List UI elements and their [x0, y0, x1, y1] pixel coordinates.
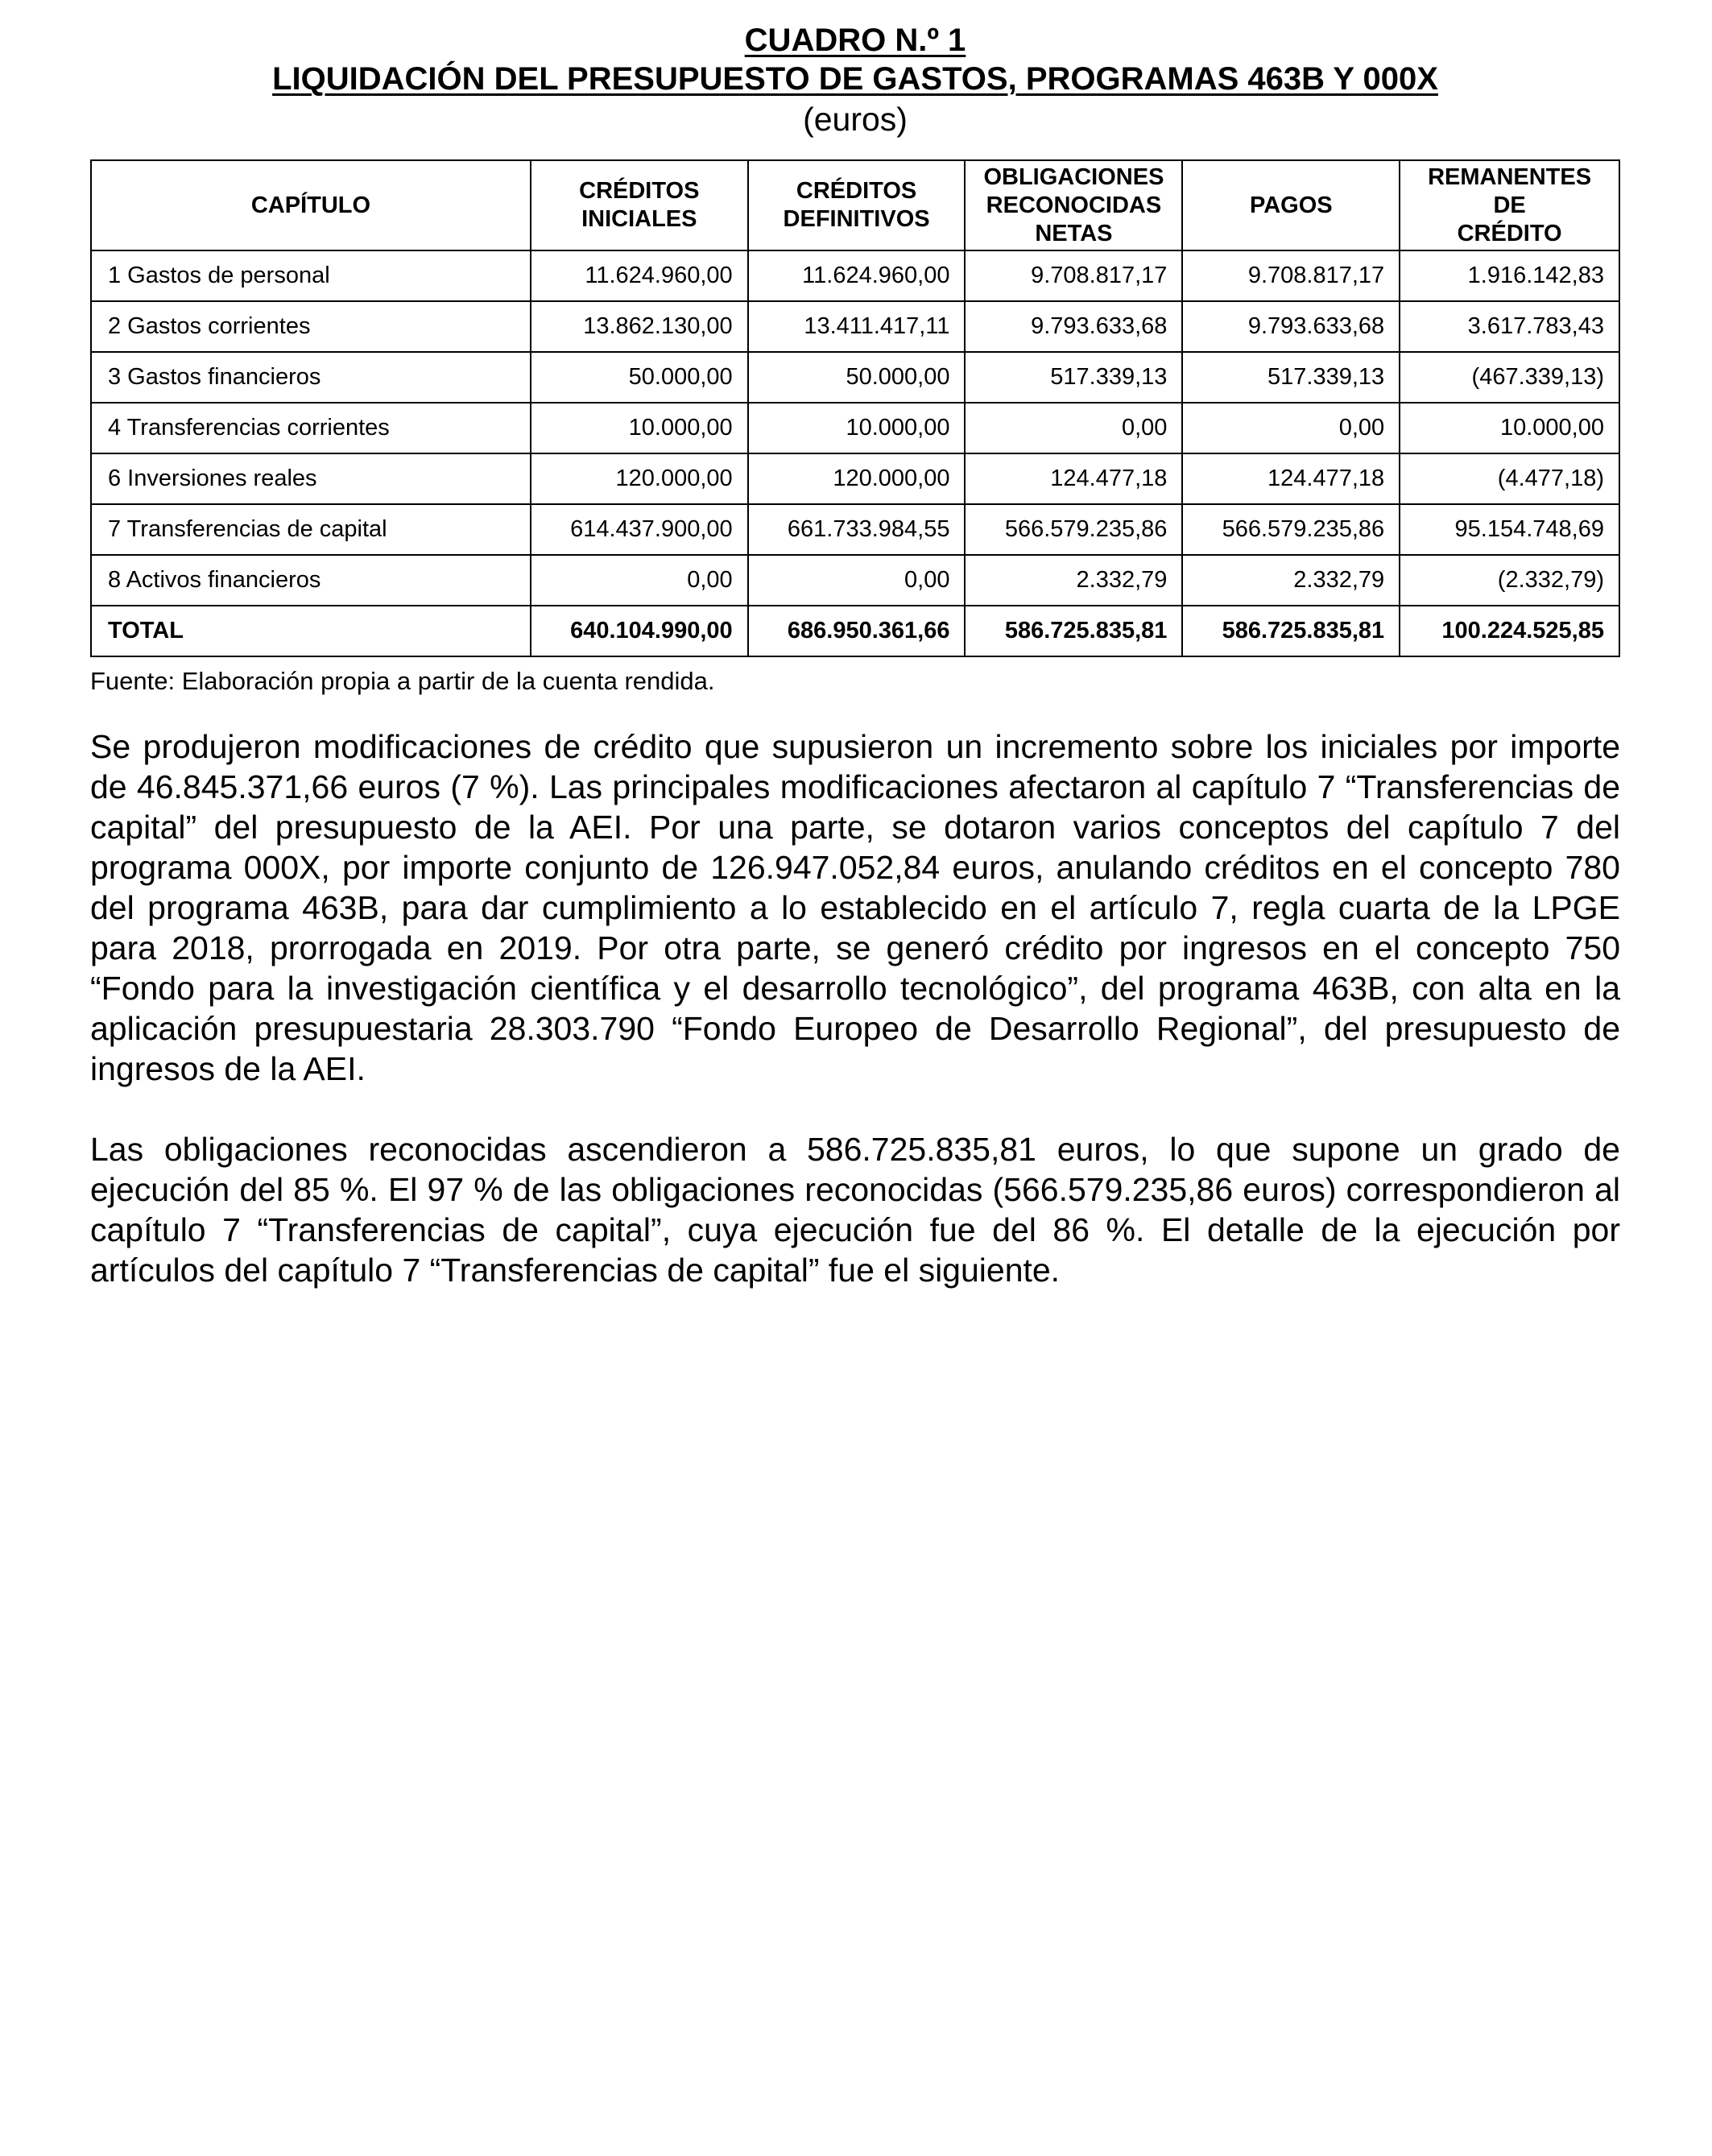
cell-final: 11.624.960,00	[748, 250, 966, 301]
header-net-obligations: OBLIGACIONES RECONOCIDAS NETAS	[965, 160, 1182, 250]
cell-remaining: 3.617.783,43	[1400, 301, 1619, 352]
cell-total-initial: 640.104.990,00	[531, 606, 748, 656]
cell-obligations: 566.579.235,86	[965, 504, 1182, 555]
table-source-note: Fuente: Elaboración propia a partir de la cuenta rendida.	[90, 667, 715, 695]
cell-chapter: 2 Gastos corrientes	[91, 301, 531, 352]
cell-chapter: 1 Gastos de personal	[91, 250, 531, 301]
cell-payments: 0,00	[1182, 403, 1400, 453]
cell-final: 10.000,00	[748, 403, 966, 453]
cell-remaining: (467.339,13)	[1400, 352, 1619, 403]
cell-remaining: (2.332,79)	[1400, 555, 1619, 606]
table-total-row	[91, 606, 1619, 656]
table-row	[91, 250, 1619, 301]
cell-final: 120.000,00	[748, 453, 966, 504]
cell-final: 13.411.417,11	[748, 301, 966, 352]
cell-payments: 9.793.633,68	[1182, 301, 1400, 352]
table-row	[91, 453, 1619, 504]
cell-chapter: 4 Transferencias corrientes	[91, 403, 531, 453]
cell-initial: 50.000,00	[531, 352, 748, 403]
cell-obligations: 124.477,18	[965, 453, 1182, 504]
cell-obligations: 517.339,13	[965, 352, 1182, 403]
cell-obligations: 0,00	[965, 403, 1182, 453]
title-block	[90, 21, 1620, 140]
cell-initial: 10.000,00	[531, 403, 748, 453]
cell-total-obligations: 586.725.835,81	[965, 606, 1182, 656]
cell-chapter: 6 Inversiones reales	[91, 453, 531, 504]
cell-obligations: 9.708.817,17	[965, 250, 1182, 301]
cell-total-remaining: 100.224.525,85	[1400, 606, 1619, 656]
cell-total-final: 686.950.361,66	[748, 606, 966, 656]
table-row	[91, 504, 1619, 555]
cell-total-label: TOTAL	[91, 606, 531, 656]
cell-obligations: 2.332,79	[965, 555, 1182, 606]
cell-remaining: (4.477,18)	[1400, 453, 1619, 504]
cell-obligations: 9.793.633,68	[965, 301, 1182, 352]
table-number-title: CUADRO N.º 1	[744, 23, 966, 58]
cell-initial: 120.000,00	[531, 453, 748, 504]
document-page	[90, 21, 1620, 1290]
cell-final: 661.733.984,55	[748, 504, 966, 555]
cell-initial: 0,00	[531, 555, 748, 606]
cell-payments: 517.339,13	[1182, 352, 1400, 403]
cell-payments: 9.708.817,17	[1182, 250, 1400, 301]
cell-remaining: 10.000,00	[1400, 403, 1619, 453]
cell-initial: 13.862.130,00	[531, 301, 748, 352]
units-label: (euros)	[803, 101, 908, 138]
cell-payments: 566.579.235,86	[1182, 504, 1400, 555]
cell-total-payments: 586.725.835,81	[1182, 606, 1400, 656]
header-final-credits: CRÉDITOS DEFINITIVOS	[748, 160, 966, 250]
header-remaining-credit: REMANENTES DE CRÉDITO	[1400, 160, 1619, 250]
cell-chapter: 8 Activos financieros	[91, 555, 531, 606]
cell-initial: 614.437.900,00	[531, 504, 748, 555]
body-paragraph-obligations: Las obligaciones reconocidas ascendieron a 586.725.835,81 euros, lo que supone un grado de ejecución del 85 %. El 97 % de las obligaciones reconocidas (566.579.235,86 euros) correspondieron al capítulo 7 “Transferencias de capital”, cuya ejecución fue del 86 %. El detalle de la ejecución por artículos del capítulo 7 “Transferencias de capital” fue el siguiente.	[90, 1131, 1620, 1289]
header-chapter: CAPÍTULO	[91, 160, 531, 250]
cell-remaining: 1.916.142,83	[1400, 250, 1619, 301]
table-row	[91, 403, 1619, 453]
cell-initial: 11.624.960,00	[531, 250, 748, 301]
header-payments: PAGOS	[1182, 160, 1400, 250]
budget-table	[90, 159, 1620, 657]
cell-payments: 124.477,18	[1182, 453, 1400, 504]
table-row	[91, 555, 1619, 606]
header-initial-credits: CRÉDITOS INICIALES	[531, 160, 748, 250]
cell-payments: 2.332,79	[1182, 555, 1400, 606]
cell-chapter: 3 Gastos financieros	[91, 352, 531, 403]
table-row	[91, 301, 1619, 352]
cell-final: 50.000,00	[748, 352, 966, 403]
table-row	[91, 352, 1619, 403]
cell-remaining: 95.154.748,69	[1400, 504, 1619, 555]
cell-chapter: 7 Transferencias de capital	[91, 504, 531, 555]
body-paragraph-modifications: Se produjeron modificaciones de crédito que supusieron un incremento sobre los iniciales por importe de 46.845.371,66 euros (7 %). Las principales modificaciones afectaron al capítulo 7 “Transferencias de capital” del presupuesto de la AEI. Por una parte, se dotaron varios conceptos del capítulo 7 del programa 000X, por importe conjunto de 126.947.052,84 euros, anulando créditos en el concepto 780 del programa 463B, para dar cumplimiento a lo establecido en el artículo 7, regla cuarta de la LPGE para 2018, prorrogada en 2019. Por otra parte, se generó crédito por ingresos en el concepto 750 “Fondo para la investigación científica y el desarrollo tecnológico”, del programa 463B, con alta en la aplicación presupuestaria 28.303.790 “Fondo Europeo de Desarrollo Regional”, del presupuesto de ingresos de la AEI.	[90, 728, 1620, 1087]
table-header-row	[91, 160, 1619, 250]
table-title: LIQUIDACIÓN DEL PRESUPUESTO DE GASTOS, PROGRAMAS 463B Y 000X	[272, 61, 1438, 97]
cell-final: 0,00	[748, 555, 966, 606]
